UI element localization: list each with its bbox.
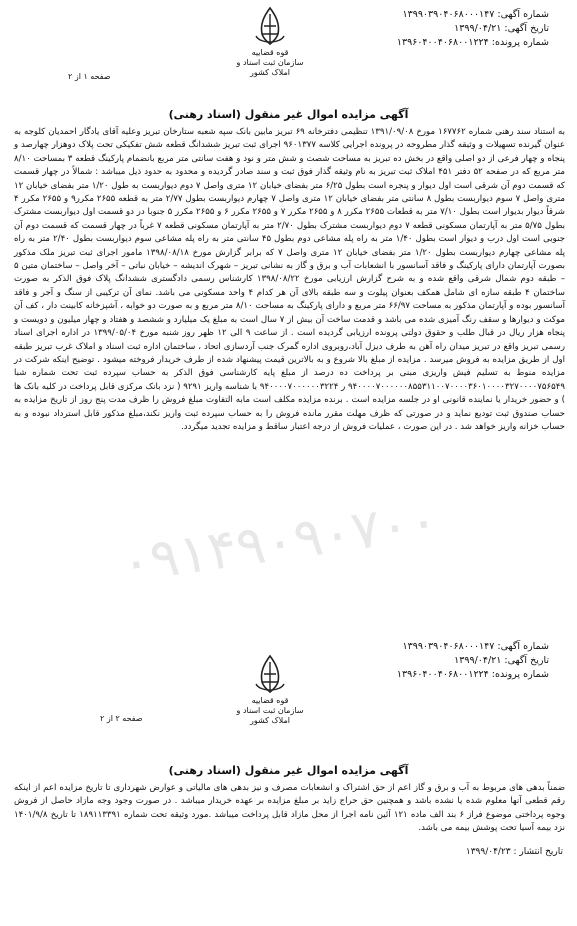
notice-title: آگهی مزایده اموال غیر منقول (اسناد رهنی) <box>168 764 409 777</box>
notice-page-2 <box>0 640 577 926</box>
phone-watermark: ۰۹۱۴۹۰۹۰۷۰۰ <box>117 488 442 595</box>
ad-date: تاریخ آگهی: ۱۳۹۹/۰۴/۲۱ <box>454 23 549 34</box>
logo-text: سازمان ثبت اسناد و املاک کشور <box>236 706 304 725</box>
logo-subtitle: قوه قضاییه <box>251 48 289 57</box>
registry-logo <box>235 6 305 77</box>
notice-header <box>397 640 549 682</box>
judiciary-emblem-icon <box>250 654 290 696</box>
judiciary-emblem-icon <box>250 6 290 48</box>
notice-header <box>397 8 549 50</box>
notice-title: آگهی مزایده اموال غیر منقول (اسناد رهنی) <box>168 108 409 121</box>
notice-body: ضمناً بدهی های مربوط به آب و برق و گاز اعم از حق اشتراک و انشعابات مصرف و نیز بدهی های مالیاتی و عوارض شهرداری تا تاریخ مزایده اعم از اینکه رقم قطعی آنها معلوم شده یا نشده باشد و همچنین حق حراج زاید بر مبلغ مزایده بر عهده خریدار میباشد . در صورت وجود وجه مازاد حاصل از فروش وجوه پرداختی موضوع فراز ۶ بند الف ماده ۱۲۱ آئین نامه اجرا از محل مازاد قابل پرداخت میباشد .مورد وثیقه تحت شماره ۱۸۹۱۱۳۳۹۱ تا تاریخ ۱۴۰۱/۹/۸ نزد بیمه آسیا تحت پوشش بیمه می باشد. <box>14 783 565 834</box>
ad-number: شماره آگهی: ۱۳۹۹۰۳۹۰۴۰۶۸۰۰۰۱۴۷ <box>402 641 549 652</box>
logo-text: سازمان ثبت اسناد و املاک کشور <box>236 58 304 77</box>
ad-number: شماره آگهی: ۱۳۹۹۰۳۹۰۴۰۶۸۰۰۰۱۴۷ <box>402 9 549 20</box>
notice-body: به استناد سند رهنی شماره ۱۶۷۷۶۲ مورخ ۱۳۹۱/۰۹/۰۸ تنظیمی دفترخانه ۶۹ تبریز مابین بانک سپه شعبه ستارخان تبریز وعلیه آقای یادگار احمدیان کلوجه به عنوان گیرنده تسهیلات و وثیقه گذار مطروحه در پرونده اجرایی کلاسه ۹۶۰۱۳۷۷ اجرای ثبت تبریز ششدانگ قطعه شش تفکیکی تحت پلاک دوهزار چهارصد و پنجاه و چهار فرعی از دو اصلی واقع در بخش ده تبریز به مساحت شصت و شش متر و نود و هفت سانتی متر مربع بانضمام پارکینگ قطعه ۳ بمساحت ۸/۱۰ متر مربع که در صفحه ۵۲ دفتر ۴۵۱ املاک ثبت تبریز به نام وثیقه گذار فوق ثبت و سند صادر گردیده و محدود به حدود ذیل میباشد : شمالاً در چهار قسمت که قسمت دوم آن شرقی است اول دیوار و پنجره است بطول ۶/۲۵ متر بفضای خیابان ۱۲ متری واصل ۷ دوم دیواربست به طول ۱/۲۰ متر بفضای خیابان ۱۲ متری واصل ۷ سوم دیواربست بطول ۸ سانتی متر بفضای خیابان ۱۲ متری واصل ۷ چهارم دیواربست بطول ۲/۷۷ متر به قطعه ۲۶۵۵ مکرر۹ و ۲۶۵۵ مکرر ۴ شرقاً دیوار بدیوار است بطول ۷/۱۰ متر به قطعات ۲۶۵۵ مکرر ۸ و ۲۶۵۵ مکرر ۷ و ۲۶۵۵ مکرر ۶ و ۲۶۵۵ مکرر ۵ جنوبا در دو قسمت اول دیواربست مشترک بطول ۵/۷۵ متر به آپارتمان مسکونی قطعه ۷ دوم دیواربست مشترک بطول ۲/۷۰ متر به آپارتمان مسکونی قطعه ۷ غرباً در چهار قسمت که قسمت دوم آن جنوبی است اول درب و دیوار است بطول ۱/۴۰ متر به راه پله مشاعی دوم بطول ۴۵ سانتی متر به راه پله مشاعی سوم دیواربست بطول ۲/۴۰ متر به راه پله مشاعی چهارم دیواربست بطول ۱/۲۰ متر بفضای خیابان ۱۲ متری واصل ۷ که برابر گزارش مورخ ۱۳۹۸/۰۸/۱۸ مامور اجرای ثبت تبریز ملک مذکور بصورت آپارتمان دارای پارکینگ و فاقد آسانسور با انشعابات آب و برق و گاز به نشانی تبریز – شهرک اندیشه – خیابان نباتی – آخر واصل – ساختمان متین ۵ – طبقه دوم شمال شرقی واقع شده و به شرح گزارش ارزیابی مورخ ۱۳۹۸/۰۸/۲۲ کارشناس رسمی دادگستری ششدانگ پلاک فوق الذکر به صورت ساختمان ۴ طبقه سازه ای شامل همکف بعنوان پیلوت و سه طبقه بالای آن هر کدام ۴ واحد مسکونی می باشد. نمای آن ترکیبی از سنگ و آجر و فاقد آسانسور بوده و آپارتمان مذکور به مساحت ۶۶/۹۷ متر مربع و دارای پارکینگ به مساحت ۸/۱۰ متر مربع و به صورت دو خوابه ، آشپزخانه کابینت دار ، کف آن موکت و دیوارها و سقف رنگ آمیزی شده می باشد و قدمت ساخت آن بیش از ۷ سال است به مبلغ یک میلیارد و ششصد و هفتاد و چهار میلیون و دویست و پنجاه هزار ریال در قبال طلب و حقوق دولتی پرونده ارزیابی گردیده است . از ساعت ۹ الی ۱۲ ظهر روز شنبه مورخ ۱۳۹۹/۰۵/۰۴ در اداره اجرای اسناد رسمی تبریز واقع در تبریز میدان راه آهن به طرف دیزل آباد،روبروی اداره گمرک جنب آردسازی اتحاد ، ساختمان اداره ثبت اسناد و املاک غرب تبریز طبقه اول از طریق مزایده به فروش میرسد . مزایده از مبلغ بالا شروع و به بالاترین قیمت پیشنهاد شده از طرف خریدار فروخته میشود . توضیح اینکه شرکت در مزایده منوط به تسلیم فیش واریزی مبنی بر پرداخت ده درصد از مبلغ پایه کارشناسی فوق الذکر به حساب سپرده ثبت تحت شماره شبا ۹۴۰۰۰۰۷۰۰۰۰۰۰۸۵۵۳۱۱۰۰۷۰۰۰۰۳۶۰۱۰۰۰۰۳۲۷۰۰۰۰۷۵۶۵۴۹ ر ۹۴۰۰۰۰۷۰۰۰۰۰۰۳۲۲۴ با شناسه واریز ۹۲۹۱ ( نزد بانک مرکزی قابل پرداخت در کلیه بانک ها ) و حضور خریدار یا نماینده قانونی او در جلسه مزایده است . برنده مزایده مکلف است مابه التفاوت مبلغ فروش را ظرف مدت پنج روز از تاریخ مزایده به حساب صندوق ثبت تودیع نماید و در صورتی که ظرف مهلت مقرر مانده فروش را به حساب سپرده ثبت واریز نکند،مبلغ مذکور قابل استرداد نبوده و به حساب خزانه واریز خواهد شد . در این صورت ، عملیات فروش از درجه اعتبار ساقط و مزایده تجدید میگردد. <box>14 127 566 432</box>
page-number: صفحه ۲ از ۲ <box>100 714 143 723</box>
logo-subtitle: قوه قضاییه <box>251 696 289 705</box>
registry-logo <box>235 654 305 725</box>
page-number: صفحه ۱ از ۲ <box>68 72 111 81</box>
publication-date: تاریخ انتشار : ۱۳۹۹/۰۴/۲۳ <box>465 847 563 857</box>
ad-date: تاریخ آگهی: ۱۳۹۹/۰۴/۲۱ <box>454 655 549 666</box>
file-number: شماره پرونده: ۱۳۹۶۰۴۰۰۴۰۶۸۰۰۱۲۲۴ <box>396 37 549 48</box>
file-number: شماره پرونده: ۱۳۹۶۰۴۰۰۴۰۶۸۰۰۱۲۲۴ <box>396 669 549 680</box>
